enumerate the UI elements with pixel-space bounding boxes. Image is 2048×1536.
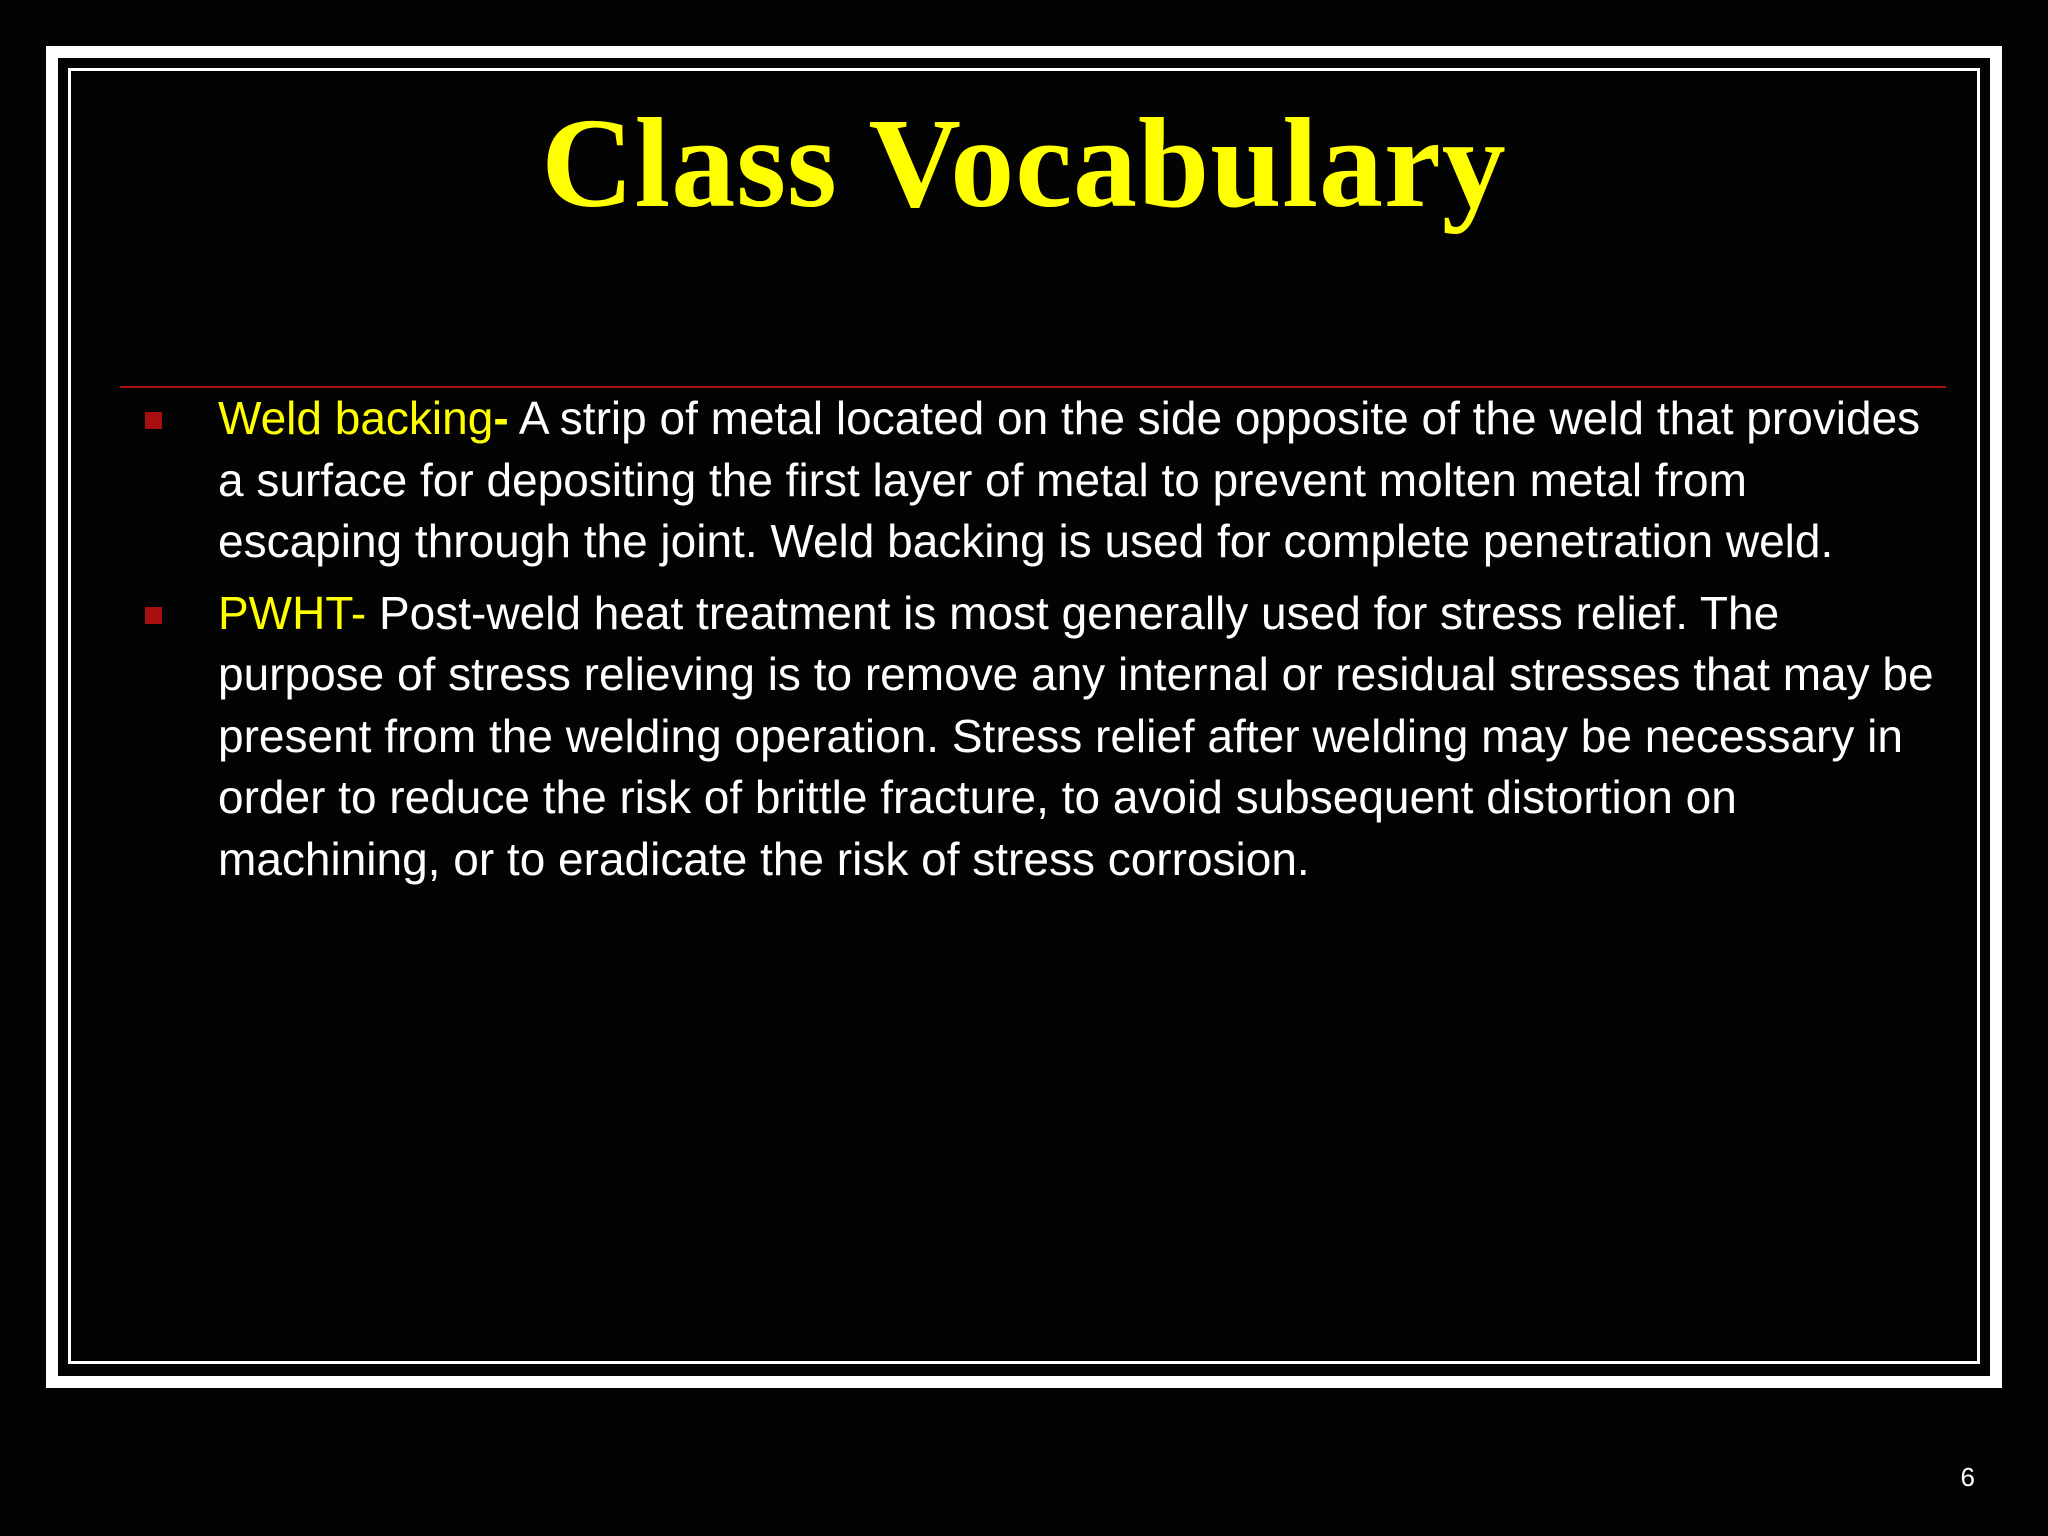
bullet-list: [140, 388, 1940, 900]
bullet-item-weld-backing: [140, 388, 1940, 573]
term-pwht: PWHT-: [218, 586, 367, 639]
square-bullet-icon: [145, 607, 162, 624]
page-number: 6: [1960, 1462, 1975, 1492]
term-weld-backing: Weld backing: [218, 392, 494, 444]
slide-title: Class Vocabulary: [541, 92, 1507, 234]
term-separator: -: [493, 392, 509, 444]
square-bullet-icon: [145, 412, 162, 429]
definition-pwht: Post-weld heat treatment is most generally used for stress relief. The purpose of stress relieving is to remove any internal or residual stresses that may be present from the welding operation. Stress relief after welding may be necessary in order to reduce the risk of brittle fracture, to avoid subsequent distortion on machining, or to eradicate the risk of stress corrosion.: [218, 586, 1934, 885]
bullet-item-pwht: [140, 583, 1940, 891]
definition-weld-backing: A strip of metal located on the side opposite of the weld that provides a surface for depositing the first layer of metal to prevent molten metal from escaping through the joint. Weld backing is used for complete penetration weld.: [218, 392, 1921, 567]
